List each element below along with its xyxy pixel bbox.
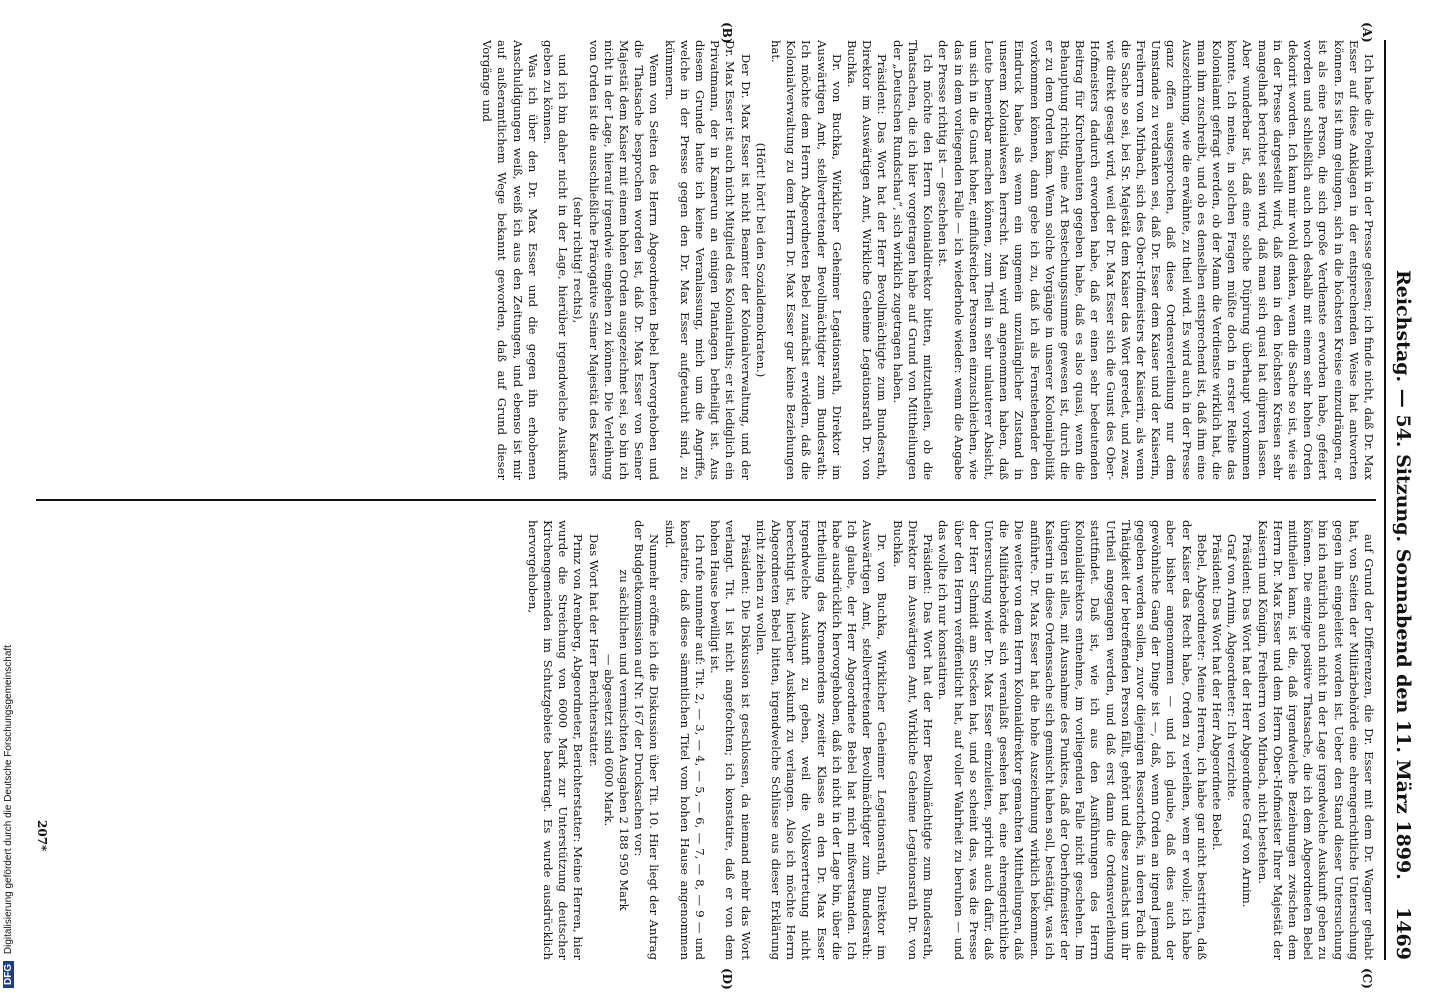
paragraph: Der Dr. Max Esser ist nicht Beamter der Kolonialverwaltung, und der Dr. Max Esser ist auch nicht Mitglied des Kolonialraths; er ist lediglich ein Privatmann, der in Kamerun an einigen Plantagen betheiligt ist. Aus diesem Grunde hatte ich keine Veranlassung, mich um die Angriffe, welche in der Presse gegen den Dr. Max Esser aufgetaucht sind, zu kümmern. (662, 40, 753, 480)
interjection: (Hört! hört! bei den Sozialdemokraten.) (753, 142, 768, 378)
paragraph: Ich möchte den Herrn Kolonialdirektor bitten, mitzutheilen, ob die Thatsachen, die ich hier vorgetragen habe auf Grund von Mittheilungen der „Deutschen Rundschau“, sich wirklich zugetragen haben. (890, 40, 936, 480)
dfg-logo-icon: DFG (3, 961, 14, 988)
budget-line: — abgesetzt sind 6000 Mark. (601, 653, 616, 827)
left-column (56, 40, 1376, 480)
footer-text: Digitalisierung gefördert durch die Deutsche Forschungsgemeinschaft (3, 645, 14, 955)
paragraph: Nunmehr eröffne ich die Diskussion über Tit. 10. Hier liegt der Antrag der Budgetkommission auf Nr. 167 der Drucksachen vor: (632, 520, 662, 960)
right-column (56, 520, 1376, 960)
column-divider (36, 499, 1376, 501)
budget-line: zu sächlichen und vermischten Ausgaben 2 188 950 Mark (617, 569, 632, 911)
paragraph: Dr. von Buchka, Wirklicher Geheimer Legationsrath, Direktor im Auswärtigen Amt, stellvertretender Bevollmächtigter zum Bundesrath: Ich möchte dem Herrn Abgeordneten Bebel zunächst erwidern, daß die Kolonialverwaltung zu dem Herrn Dr. Max Esser gar keine Beziehungen hat. (769, 40, 844, 480)
paragraph: Präsident: Das Wort hat der Herr Bevollmächtigte zum Bundesrath, Direktor im Auswärtigen Amt, Wirkliche Geheime Legationsrath Dr. von Buchka. (845, 40, 890, 480)
paragraph: Was ich über den Dr. Max Esser und die gegen ihn erhobenen Anschuldigungen weiß, weiß ich aus den Zeitungen, und ebenso ist mir auf außeramtlichem Wege bekannt geworden, daß auf Grund dieser Vorgänge und (480, 40, 540, 480)
page-signature: 207* (35, 820, 49, 852)
paragraph: Ich habe die Polemik in der Presse gelesen; ich finde nicht, daß Dr. Max Esser auf diese Anklagen in der entsprechenden Weise hat antworten können. Es ist ihm gelungen, sich in die höchsten Kreise einzudrängen, er ist als eine Person, die sich große Verdienste erworben habe, gefeiert worden und schließlich auch noch deshalb mit einem sehr hohen Orden dekorirt worden. Ich kann mir wohl denken, wenn die Sache so ist, wie sie in der Presse dargestellt wird, daß man in den höchsten Kreisen sehr mangelhaft berichtet sein wird, daß man sich quasi hat düpiren lassen. Aber wunderbar ist, daß eine solche Düpirung überhaupt vorkommen konnte. Ich meine, in solchen Fragen müßte doch in erster Reihe das Kolonialamt gefragt werden, ob der Mann die Verdienste wirklich hat, die man ihm zuschreibt, und ob es denselben entsprechend ist, daß ihm eine Auszeichnung, wie die erwähnte, zu theil wird. Es wird auch in der Presse ganz offen ausgesprochen, daß diese Ordensverleihung nur dem Umstande zu verdanken sei, daß Dr. Esser dem Kaiser und der Kaiserin, Freiherrn von Mirbach, sich des Ober-Hofmeisters der Kaiserin, als wenn die Sache so sei, bei Sr. Majestät dem Kaiser das Wort geredet, und zwar, wie direkt gesagt wird, weil der Dr. Max Esser sich die Gunst des Ober-Hofmeisters dadurch erworben habe, daß er einen sehr bedeutenden Beitrag für Kirchenbauten gegeben habe, daß es also quasi, wenn die Behauptung richtig, eine Art Bestechungssumme gewesen ist, durch die er zu dem Orden kam. Wenn solche Vorgänge in unserer Kolonialpolitik vorkommen können, dann gebe ich zu, daß ich als Fernstehender den Eindruck habe, als wenn ein ungemein unzulänglicher Zustand in unserem Kolonialwesen herrscht. Man wird angenommen haben, daß Leute bemerkbar machen können, zum Theil in sehr unlauterer Absicht, um sich in die Gunst hoher, einflußreicher Personen einzuschleichen, wie das in dem vorliegenden Falle — ich wiederhole wieder: wenn die Angabe der Presse richtig ist — geschehen ist. (936, 40, 1376, 480)
margin-marker-b: (B) (720, 22, 734, 44)
interjection: (sehr richtig! rechts), (571, 196, 586, 324)
margin-marker-a: (A) (1360, 22, 1374, 43)
page-number: 1469 (1392, 907, 1414, 960)
page-header (1384, 40, 1416, 960)
paragraph: und ich bin daher nicht in der Lage, hierüber irgendwelche Auskunft geben zu können. (541, 40, 571, 480)
paragraph: Präsident: Das Wort hat der Herr Bevollmächtigte zum Bundesrath, Direktor im Auswärtigen Amt, Wirkliche Geheime Legationsrath Dr. von Buchka. (890, 520, 936, 960)
page-title: Reichstag. — 54. Sitzung. Sonnabend den 11. März 1899. (1392, 270, 1414, 880)
paragraph: Ich rufe nunmehr auf: Tit. 2, — 3, — 4, — 5, — 6, — 7, — 8, — 9 — und konstatire, daß diese sämmtlichen Titel vom hohen Hause angenommen sind. (662, 520, 708, 960)
digitization-footer (0, 0, 20, 1000)
paragraph: Wenn von Seiten des Herrn Abgeordneten Bebel hervorgehoben und die Thatsache besprochen worden ist, daß Dr. Max Esser von Seiner Majestät dem Kaiser mit einem hohen Orden ausgezeichnet sei, so bin ich nicht in der Lage, hierauf irgendwie eingehen zu können. Die Verleihung von Orden ist die ausschließliche Prärogative Seiner Majestät des Kaisers (586, 40, 662, 480)
paragraph: Präsident: Das Wort hat der Herr Abgeordnete Graf von Arnim. (1240, 534, 1255, 908)
paragraph: Bebel, Abgeordneter: Meine Herren, ich habe gar nicht bestritten, daß der Kaiser das Recht habe, Orden zu verleihen, wem er wolle; ich habe aber bisher angenommen — und ich glaube, daß dies auch der gewöhnliche Gang der Dinge ist —, daß, wenn Orden an irgend jemand gegeben werden sollen, zuvor diejenigen Ressortchefs, in deren Fach die Thätigkeit der betreffenden Person fällt, gehört und diese zunächst um ihr Urtheil angegangen werden, und daß erst dann die Ordensverleihung stattfindet. Daß ist, wie ich aus den Ausführungen des Herrn Kolonialdirektors entnehme, im vorliegenden Falle nicht geschehen. Im übrigen ist alles, mit Ausnahme des Punktes, daß der Oberhofmeister der Kaiserin in diese Ordenssache sich gemischt haben soll, bestätigt, was ich anführte. Dr. Max Esser hat die hohe Auszeichnung wirklich bekommen. Die weiter von dem Herrn Kolonialdirektor gemachten Mittheilungen, daß die Militärbehörde sich veranlaßt gesehen hat, eine ehrengerichtliche Untersuchung wider Dr. Max Esser einzuleiten, spricht auch dafür, daß der Herr Schmidt am Stecken hat, und so scheint das, was die Presse über den Herrn veröffentlicht hat, auf voller Wahrheit zu beruhen — und das wollte ich nur konstatiren. (936, 520, 1209, 960)
paragraph: Das Wort hat der Herr Berichterstatter. (586, 534, 601, 768)
paragraph: Graf von Arnim, Abgeordneter: Ich verzichte. (1225, 534, 1240, 801)
paragraph: auf Grund der Differenzen, die Dr. Esser mit dem Dr. Wagner gehabt hat, von Seiten der Militärbehörde eine ehrengerichtliche Untersuchung gegen ihn eingeleitet worden ist. Ueber den Stand dieser Untersuchung bin ich natürlich auch nicht in der Lage irgendwelche Auskunft geben zu können. Die einzige positive Thatsache, die ich dem Abgeordneten Bebel mittheilen kann, ist die, daß irgendwelche Beziehungen zwischen dem Herrn Dr. Max Esser und dem Herrn Ober-Hofmeister Ihrer Majestät der Kaiserin und Königin, Freiherrn von Mirbach, nicht bestehen. (1255, 520, 1376, 960)
margin-marker-c: (C) (1360, 968, 1374, 989)
margin-marker-d: (D) (720, 968, 734, 990)
paragraph: Präsident: Die Diskussion ist geschlossen, da niemand mehr das Wort verlangt. Tit. 1 ist nicht angefochten; ich konstatire, daß er von dem hohen Hause bewilligt ist. (708, 520, 753, 960)
paragraph: Präsident: Das Wort hat der Herr Abgeordnete Bebel. (1209, 534, 1224, 851)
paragraph: Dr. von Buchka, Wirklicher Geheimer Legationsrath, Direktor im Auswärtigen Amt, stellvertretender Bevollmächtigter zum Bundesrath: Ich glaube, der Herr Abgeordnete Bebel hat mich mißverstanden. Ich habe ausdrücklich hervorgehoben, daß ich nicht in der Lage bin, über die Ertheilung des Kronenordens zweiter Klasse an den Dr. Max Esser irgendwelche Auskunft zu geben, weil die Volksvertretung nicht berechtigt ist, hierüber Auskunft zu verlangen. Also ich möchte Herrn Abgeordneten Bebel bitten, irgendwelche Schlüsse aus dieser Erklärung nicht ziehen zu wollen. (753, 520, 890, 960)
paragraph: Prinz von Arenberg, Abgeordneter, Berichterstatter: Meine Herren, hier wurde die Streichung von 6000 Mark zur Unterstützung deutscher Kirchengemeinden im Schutzgebiete beantragt. Es wurde ausdrücklich hervorgehoben, (525, 520, 586, 960)
